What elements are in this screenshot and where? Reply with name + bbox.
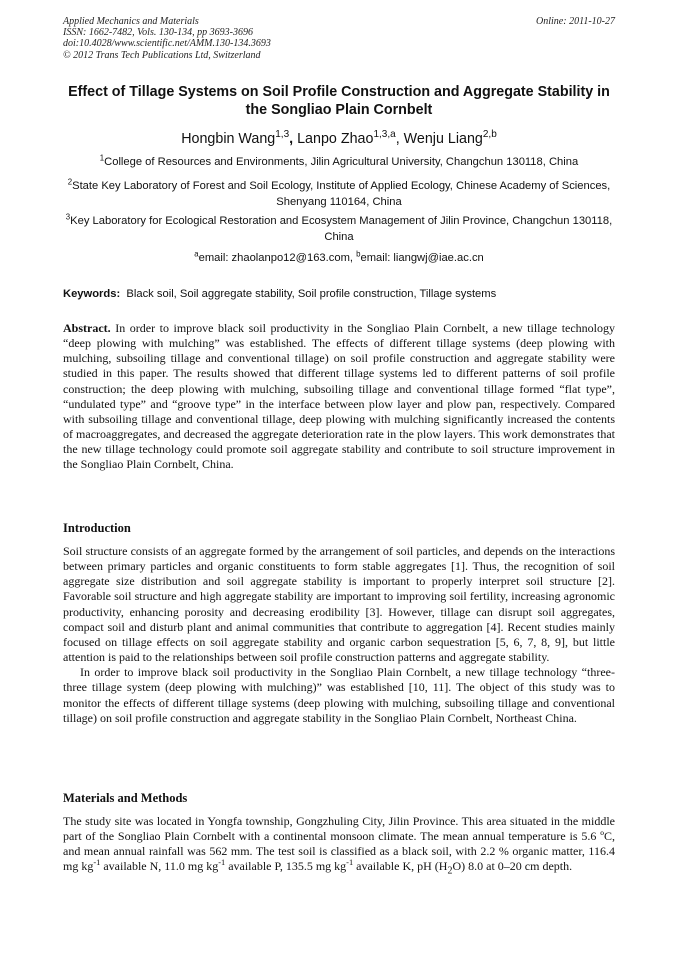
- author-affiliation-mark: 1,3,a: [373, 129, 396, 141]
- affiliation-mark: 1: [99, 153, 105, 163]
- methods-text: O) 8.0 at 0–20 cm depth.: [452, 859, 573, 874]
- author-name: Wenju Liang: [403, 131, 483, 147]
- author-name: Hongbin Wang: [181, 131, 276, 147]
- keywords-label: Keywords:: [63, 288, 121, 300]
- affiliation-text: Key Laboratory for Ecological Restoration and Ecosystem Management of Jilin Province, Changchun 130118, China: [70, 215, 613, 243]
- email-b[interactable]: email: liangwj@iae.ac.cn: [360, 252, 484, 264]
- methods-heading: Materials and Methods: [63, 791, 188, 805]
- affiliation-1: [63, 155, 615, 171]
- affiliation-3: [63, 214, 615, 245]
- affiliation-mark: 2: [67, 177, 73, 187]
- introduction-body: [63, 544, 615, 726]
- email-line: [63, 251, 615, 267]
- journal-issn: ISSN: 1662-7482, Vols. 130-134, pp 3693-3696: [63, 27, 253, 39]
- affiliation-text: State Key Laboratory of Forest and Soil Ecology, Institute of Applied Ecology, Chinese Academy of Sciences, Shenyang 110164, China: [72, 180, 611, 208]
- affiliation-text: College of Resources and Environments, Jilin Agricultural University, Changchun 130118, China: [104, 156, 579, 168]
- methods-text: The study site was located in Yongfa township, Gongzhuling City, Jilin Province. This area situated in the middle part of the Songliao Plain Cornbelt with a continental monsoon climate. The mean annual temperature is 5.6 ºC, and mean annual rainfall was 562 mm. The test soil is classified as a black soil, with 2.2 % organic matter, 116.4 mg kg: [63, 814, 615, 874]
- email-mark-a: a: [194, 249, 199, 259]
- unit-exponent: -1: [346, 858, 354, 868]
- abstract: [63, 321, 615, 473]
- affiliation-2: [63, 179, 615, 210]
- online-date: Online: 2011-10-27: [536, 16, 615, 27]
- methods-text: available K, pH (H: [353, 859, 448, 874]
- journal-name: Applied Mechanics and Materials: [63, 16, 199, 27]
- introduction-paragraph-1: Soil structure consists of an aggregate formed by the arrangement of soil particles, and depends on the interactions between primary particles and organic constituents to form stable aggregates [1]. Thus, the recognition of soil aggregate size distribution and soil aggregate stability is important to properly interpret soil structure [2]. Favorable soil structure and high aggregate stability are important to improving soil fertility, increasing agronomic productivity, enhancing porosity and decreasing erodibility [3]. However, tillage can disrupt soil aggregates, compact soil and disturb plant and animal communities that contribute to aggregation [4]. Recent studies mainly focused on tillage effects on soil aggregate stability and organic carbon sequestration [5, 6, 7, 8, 9], but little attention is paid to the relationships between soil profile construction patterns and aggregate stability.: [63, 544, 615, 665]
- author-list: [63, 130, 615, 148]
- abstract-text: In order to improve black soil productivity in the Songliao Plain Cornbelt, a new tillage technology “deep plowing with mulching” was established. The effects of different tillage systems (deep plowing with mulching, subsoiling tillage and conventional tillage) on soil profile construction and aggregate stability were studied in this paper. The results showed that different tillage systems led to different patterns of soil profile construction; the deep plowing with mulching, subsoiling tillage and conventional tillage formed “flat type”, “undulated type” and “groove type” in the interface between plow layer and plow pan, respectively. Compared with subsoiling tillage and conventional tillage, deep plowing with mulching significantly increased the contents of macroaggregates, and decreased the aggregate deterioration rate in the plow layers. This work demonstrates that the new tillage technology could promote soil aggregate stability and contribute to soil structure improvement in the Songliao Plain Cornbelt, China.: [63, 321, 616, 472]
- affiliation-mark: 3: [65, 212, 71, 222]
- email-a[interactable]: email: zhaolanpo12@163.com,: [198, 252, 357, 264]
- formula-subscript: 2: [447, 865, 453, 877]
- introduction-heading: Introduction: [63, 521, 131, 535]
- introduction-paragraph-2: In order to improve black soil productivity in the Songliao Plain Cornbelt, a new tillage technology “three-three tillage system (deep plowing with mulching)” was established [10, 11]. The object of this study was to monitor the effects of different tillage systems (deep plowing with mulching, subsoiling tillage and conventional tillage) on soil profile construction and aggregate stability in the Songliao Plain Cornbelt, Northeast China.: [63, 665, 615, 725]
- unit-exponent: -1: [218, 858, 226, 868]
- journal-doi: doi:10.4028/www.scientific.net/AMM.130-134.3693: [63, 38, 271, 50]
- author-affiliation-mark: 1,3: [275, 129, 290, 141]
- paper-title: Effect of Tillage Systems on Soil Profile Construction and Aggregate Stability in the Songliao Plain Cornbelt: [68, 84, 610, 118]
- abstract-label: Abstract.: [63, 321, 111, 335]
- email-mark-b: b: [356, 249, 361, 259]
- journal-header: [63, 16, 615, 61]
- methods-text: available N, 11.0 mg kg: [100, 859, 219, 874]
- unit-exponent: -1: [93, 858, 101, 868]
- journal-copyright: © 2012 Trans Tech Publications Ltd, Switzerland: [63, 49, 261, 61]
- author-name: Lanpo Zhao: [297, 131, 374, 147]
- methods-text: available P, 135.5 mg kg: [225, 859, 347, 874]
- methods-body: [63, 814, 615, 879]
- methods-paragraph-1: [63, 814, 615, 879]
- keywords: [63, 287, 615, 302]
- author-separator: ,: [395, 131, 404, 147]
- author-affiliation-mark: 2,b: [482, 129, 497, 141]
- author-separator: ,: [289, 131, 298, 147]
- keywords-text: Black soil, Soil aggregate stability, Soil profile construction, Tillage systems: [126, 288, 497, 300]
